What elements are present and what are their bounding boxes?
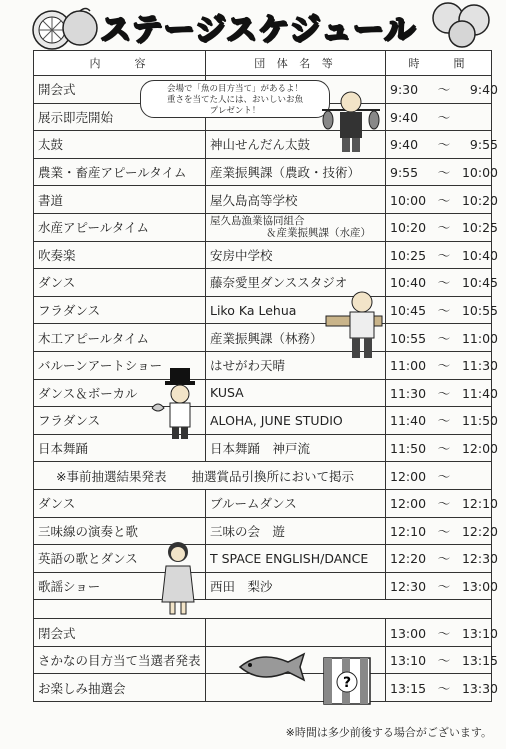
citrus-fruit-icon bbox=[418, 0, 498, 48]
row-content: 英語の歌とダンス bbox=[34, 545, 206, 573]
time-cell bbox=[386, 241, 498, 269]
time-end: 10:55 bbox=[461, 303, 498, 319]
time-end: 11:50 bbox=[461, 413, 498, 429]
table-row bbox=[34, 619, 492, 647]
time-sep: ～ bbox=[437, 385, 451, 401]
time-start: 12:10 bbox=[390, 523, 427, 539]
row-content: 開会式 bbox=[34, 76, 206, 104]
row-content: 日本舞踊 bbox=[34, 434, 206, 462]
time-sep: ～ bbox=[437, 680, 451, 696]
time-start: 9:40 bbox=[390, 109, 419, 125]
row-org: ALOHA, JUNE STUDIO bbox=[206, 407, 386, 435]
table-header bbox=[34, 51, 492, 76]
time-start: 10:00 bbox=[390, 192, 427, 208]
time-cell bbox=[386, 103, 492, 131]
time-cell bbox=[386, 379, 498, 407]
time-cell bbox=[386, 269, 498, 297]
time-cell bbox=[386, 158, 498, 186]
time-end: 9:40 bbox=[469, 82, 498, 98]
time-end: 12:10 bbox=[461, 496, 498, 512]
row-org: 産業振興課（林務） bbox=[206, 324, 386, 352]
spacer-row bbox=[34, 600, 492, 619]
row-org: 藤奈愛里ダンススタジオ bbox=[206, 269, 386, 297]
row-org: 屋久島高等学校 bbox=[206, 186, 386, 214]
row-content: ダンス＆ボーカル bbox=[34, 379, 206, 407]
time-cell bbox=[386, 296, 498, 324]
time-end: 9:55 bbox=[469, 137, 498, 153]
table-row bbox=[34, 351, 492, 379]
time-cell bbox=[386, 324, 498, 352]
time-cell bbox=[386, 619, 498, 647]
svg-text:?: ? bbox=[342, 675, 352, 691]
time-sep: ～ bbox=[437, 109, 451, 125]
time-cell bbox=[386, 76, 498, 104]
time-cell bbox=[386, 407, 498, 435]
table-row bbox=[34, 131, 492, 159]
row-org: Liko Ka Lehua bbox=[206, 296, 386, 324]
time-sep: ～ bbox=[437, 275, 451, 291]
time-sep: ～ bbox=[437, 137, 451, 153]
time-cell bbox=[386, 572, 498, 600]
time-end: 10:20 bbox=[461, 192, 498, 208]
speech-line: プレゼント！ bbox=[209, 106, 261, 116]
time-end: 11:00 bbox=[461, 330, 498, 346]
time-sep: ～ bbox=[437, 468, 451, 484]
table-row bbox=[34, 296, 492, 324]
table-row bbox=[34, 158, 492, 186]
time-start: 13:10 bbox=[390, 653, 427, 669]
time-sep: ～ bbox=[437, 82, 451, 98]
table-row bbox=[34, 269, 492, 297]
time-end: 12:00 bbox=[461, 441, 498, 457]
time-sep: ～ bbox=[437, 578, 451, 594]
time-cell bbox=[386, 131, 498, 159]
time-sep: ～ bbox=[437, 413, 451, 429]
table-row bbox=[34, 572, 492, 600]
time-cell bbox=[386, 213, 498, 241]
time-start: 13:00 bbox=[390, 625, 427, 641]
time-sep: ～ bbox=[437, 358, 451, 374]
header-org: 団 体 名 等 bbox=[206, 51, 386, 76]
time-start: 10:45 bbox=[390, 303, 427, 319]
time-start: 10:55 bbox=[390, 330, 427, 346]
row-org: 日本舞踊 神戸流 bbox=[206, 434, 386, 462]
time-start: 11:50 bbox=[390, 441, 427, 457]
row-content: ダンス bbox=[34, 489, 206, 517]
time-end: 10:45 bbox=[461, 275, 498, 291]
mystery-gift-box-icon bbox=[318, 648, 376, 708]
row-content: 歌謡ショー bbox=[34, 572, 206, 600]
table-row bbox=[34, 434, 492, 462]
row-content: 木工アピールタイム bbox=[34, 324, 206, 352]
table-row bbox=[34, 324, 492, 352]
time-cell bbox=[386, 434, 498, 462]
row-org-line2: ＆産業振興課（水産） bbox=[266, 227, 371, 240]
time-start: 9:55 bbox=[390, 165, 419, 181]
time-sep: ～ bbox=[437, 247, 451, 263]
lumberjack-illustration bbox=[322, 290, 386, 362]
balloon-artist-illustration bbox=[150, 368, 208, 440]
time-end: 13:00 bbox=[461, 578, 498, 594]
time-end: 12:20 bbox=[461, 523, 498, 539]
time-cell bbox=[386, 545, 498, 573]
time-end: 10:25 bbox=[461, 220, 498, 236]
fish-illustration bbox=[236, 650, 308, 684]
table-row bbox=[34, 379, 492, 407]
speech-line: 重さを当てた人には、おいしいお魚 bbox=[166, 95, 303, 105]
time-start: 12:00 bbox=[390, 496, 427, 512]
time-start: 11:30 bbox=[390, 385, 427, 401]
row-org: T SPACE ENGLISH/DANCE bbox=[206, 545, 386, 573]
header-content: 内 容 bbox=[34, 51, 206, 76]
singer-illustration bbox=[158, 540, 198, 616]
table-row bbox=[34, 545, 492, 573]
row-content: 展示即売開始 bbox=[34, 103, 206, 131]
row-org: 神山せんだん太鼓 bbox=[206, 131, 386, 159]
row-content: フラダンス bbox=[34, 407, 206, 435]
time-sep: ～ bbox=[437, 496, 451, 512]
row-content: 三味線の演奏と歌 bbox=[34, 517, 206, 545]
time-start: 9:40 bbox=[390, 137, 419, 153]
footnote: ※時間は多少前後する場合がございます。 bbox=[285, 726, 492, 739]
row-org bbox=[206, 619, 386, 647]
time-end: 11:40 bbox=[461, 385, 498, 401]
table-row bbox=[34, 489, 492, 517]
time-start: 11:00 bbox=[390, 358, 427, 374]
speech-line: 会場で「魚の目方当て」があるよ！ bbox=[166, 84, 303, 94]
row-org: 三味の会 遊 bbox=[206, 517, 386, 545]
time-start: 11:40 bbox=[390, 413, 427, 429]
row-content: 書道 bbox=[34, 186, 206, 214]
row-org: 西田 梨沙 bbox=[206, 572, 386, 600]
row-content: 水産アピールタイム bbox=[34, 213, 206, 241]
time-sep: ～ bbox=[437, 523, 451, 539]
row-content: バルーンアートショー bbox=[34, 351, 206, 379]
row-org: 安房中学校 bbox=[206, 241, 386, 269]
row-org bbox=[206, 213, 386, 241]
row-content: お楽しみ抽選会 bbox=[34, 674, 206, 702]
time-end: 12:30 bbox=[461, 551, 498, 567]
row-content: ダンス bbox=[34, 269, 206, 297]
row-content: フラダンス bbox=[34, 296, 206, 324]
time-end: 13:15 bbox=[461, 653, 498, 669]
table-row bbox=[34, 213, 492, 241]
time-sep: ～ bbox=[437, 165, 451, 181]
time-end: 13:10 bbox=[461, 625, 498, 641]
time-end: 11:30 bbox=[461, 358, 498, 374]
row-org-line1: 屋久島漁業協同組合 bbox=[210, 215, 305, 228]
row-org: 産業振興課（農政・技術） bbox=[206, 158, 386, 186]
notice-text: ※事前抽選結果発表 抽選賞品引換所において掲示 bbox=[34, 462, 386, 490]
row-content: 太鼓 bbox=[34, 131, 206, 159]
time-cell bbox=[386, 186, 498, 214]
fisherman-illustration bbox=[318, 88, 384, 154]
time-sep: ～ bbox=[437, 192, 451, 208]
row-org: KUSA bbox=[206, 379, 386, 407]
time-end: 10:00 bbox=[461, 165, 498, 181]
time-sep: ～ bbox=[437, 653, 451, 669]
table-row bbox=[34, 517, 492, 545]
page-title: ステージスケジュール bbox=[100, 12, 416, 48]
row-content: 閉会式 bbox=[34, 619, 206, 647]
time-start: 9:30 bbox=[390, 82, 419, 98]
time-end: 13:30 bbox=[461, 680, 498, 696]
time-sep: ～ bbox=[437, 303, 451, 319]
time-start: 13:15 bbox=[390, 680, 427, 696]
notice-time bbox=[386, 462, 492, 490]
time-start: 12:00 bbox=[390, 468, 427, 484]
schedule-table bbox=[33, 50, 498, 702]
header-time: 時 間 bbox=[386, 51, 492, 76]
time-cell bbox=[386, 489, 498, 517]
time-cell bbox=[386, 646, 498, 674]
row-org: はせがわ天晴 bbox=[206, 351, 386, 379]
time-start: 12:30 bbox=[390, 578, 427, 594]
table-row bbox=[34, 186, 492, 214]
table-row bbox=[34, 241, 492, 269]
time-cell bbox=[386, 351, 498, 379]
time-cell bbox=[386, 517, 498, 545]
time-start: 10:40 bbox=[390, 275, 427, 291]
citrus-fruit-icon bbox=[30, 6, 100, 52]
time-start: 12:20 bbox=[390, 551, 427, 567]
speech-bubble bbox=[140, 80, 330, 118]
time-end: 10:40 bbox=[461, 247, 498, 263]
time-sep: ～ bbox=[437, 220, 451, 236]
row-org: ブルームダンス bbox=[206, 489, 386, 517]
time-sep: ～ bbox=[437, 330, 451, 346]
time-start: 10:20 bbox=[390, 220, 427, 236]
notice-row bbox=[34, 462, 492, 490]
time-start: 10:25 bbox=[390, 247, 427, 263]
row-content: さかなの目方当て当選者発表 bbox=[34, 646, 206, 674]
row-content: 吹奏楽 bbox=[34, 241, 206, 269]
time-cell bbox=[386, 674, 498, 702]
time-sep: ～ bbox=[437, 625, 451, 641]
time-sep: ～ bbox=[437, 441, 451, 457]
title-area bbox=[0, 0, 506, 48]
table-row bbox=[34, 407, 492, 435]
time-sep: ～ bbox=[437, 551, 451, 567]
row-content: 農業・畜産アピールタイム bbox=[34, 158, 206, 186]
